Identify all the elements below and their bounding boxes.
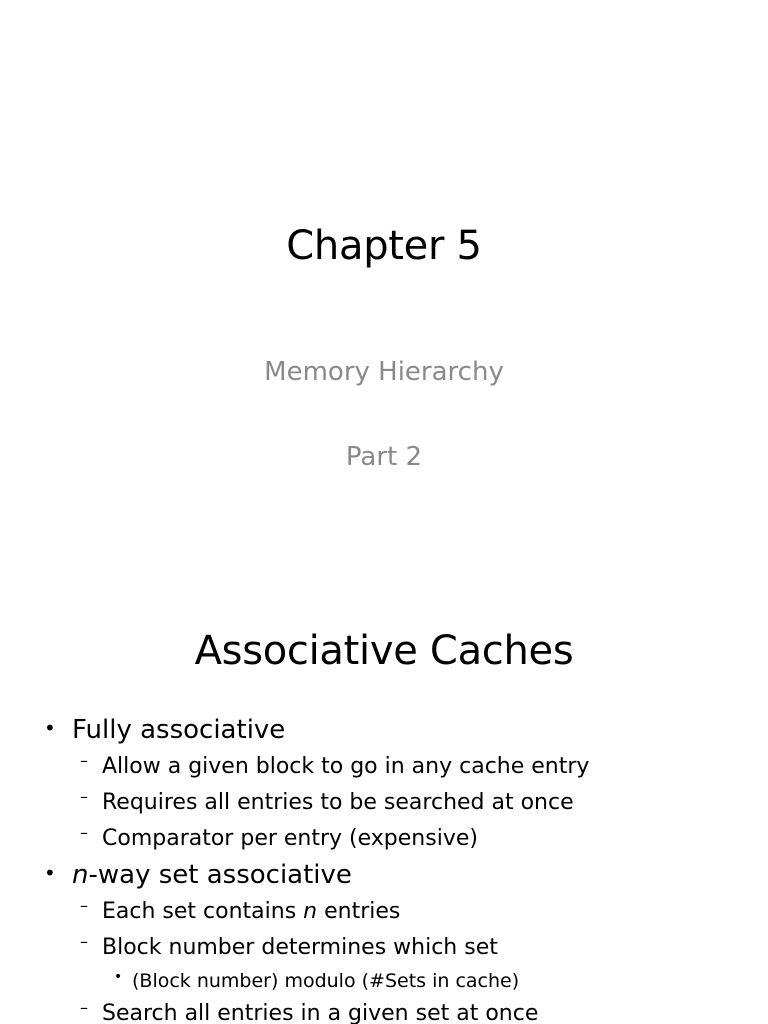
sub-bullet-item	[0, 785, 768, 821]
bullet-item	[0, 712, 768, 749]
sub-bullet-text-italic: n	[303, 899, 318, 924]
dash-icon: –	[80, 787, 88, 806]
sub-bullet-item	[0, 894, 768, 930]
sub-bullet-item	[0, 749, 768, 785]
dash-icon: –	[80, 998, 88, 1017]
slide-subtitle: Memory Hierarchy	[264, 357, 504, 387]
bullet-text: -way set associative	[88, 860, 352, 890]
sub-bullet-text: Search all entries in a given set at once	[102, 1001, 539, 1024]
sub-bullet-item	[0, 996, 768, 1024]
dash-icon: –	[80, 823, 88, 842]
bullet-text: Fully associative	[72, 715, 286, 745]
sub-bullet-text: Each set contains	[102, 899, 304, 924]
dash-icon: –	[80, 932, 88, 951]
sub-bullet-text: Comparator per entry (expensive)	[102, 826, 478, 851]
slide-subtitle-part: Part 2	[345, 442, 423, 472]
bullet-text-italic: n	[72, 860, 89, 890]
sub-bullet-text: Allow a given block to go in any cache entry	[102, 754, 590, 779]
sub-bullet-text: Requires all entries to be searched at once	[102, 790, 574, 815]
bullet-item	[0, 857, 768, 894]
bullet-list	[0, 712, 768, 1024]
bullet-icon: •	[44, 861, 56, 885]
bullet-icon: •	[44, 716, 56, 740]
slide-heading: Associative Caches	[194, 628, 574, 674]
slide-title: Chapter 5	[286, 223, 482, 269]
sub-bullet-text: entries	[317, 899, 401, 924]
dash-icon: –	[80, 751, 88, 770]
sub-bullet-item	[0, 930, 768, 966]
bullet-icon: •	[114, 969, 123, 985]
sub-sub-bullet-item	[0, 966, 768, 996]
sub-bullet-text: Block number determines which set	[102, 935, 498, 960]
dash-icon: –	[80, 896, 88, 915]
sub-sub-bullet-text: (Block number) modulo (#Sets in cache)	[132, 970, 520, 992]
sub-bullet-item	[0, 821, 768, 857]
